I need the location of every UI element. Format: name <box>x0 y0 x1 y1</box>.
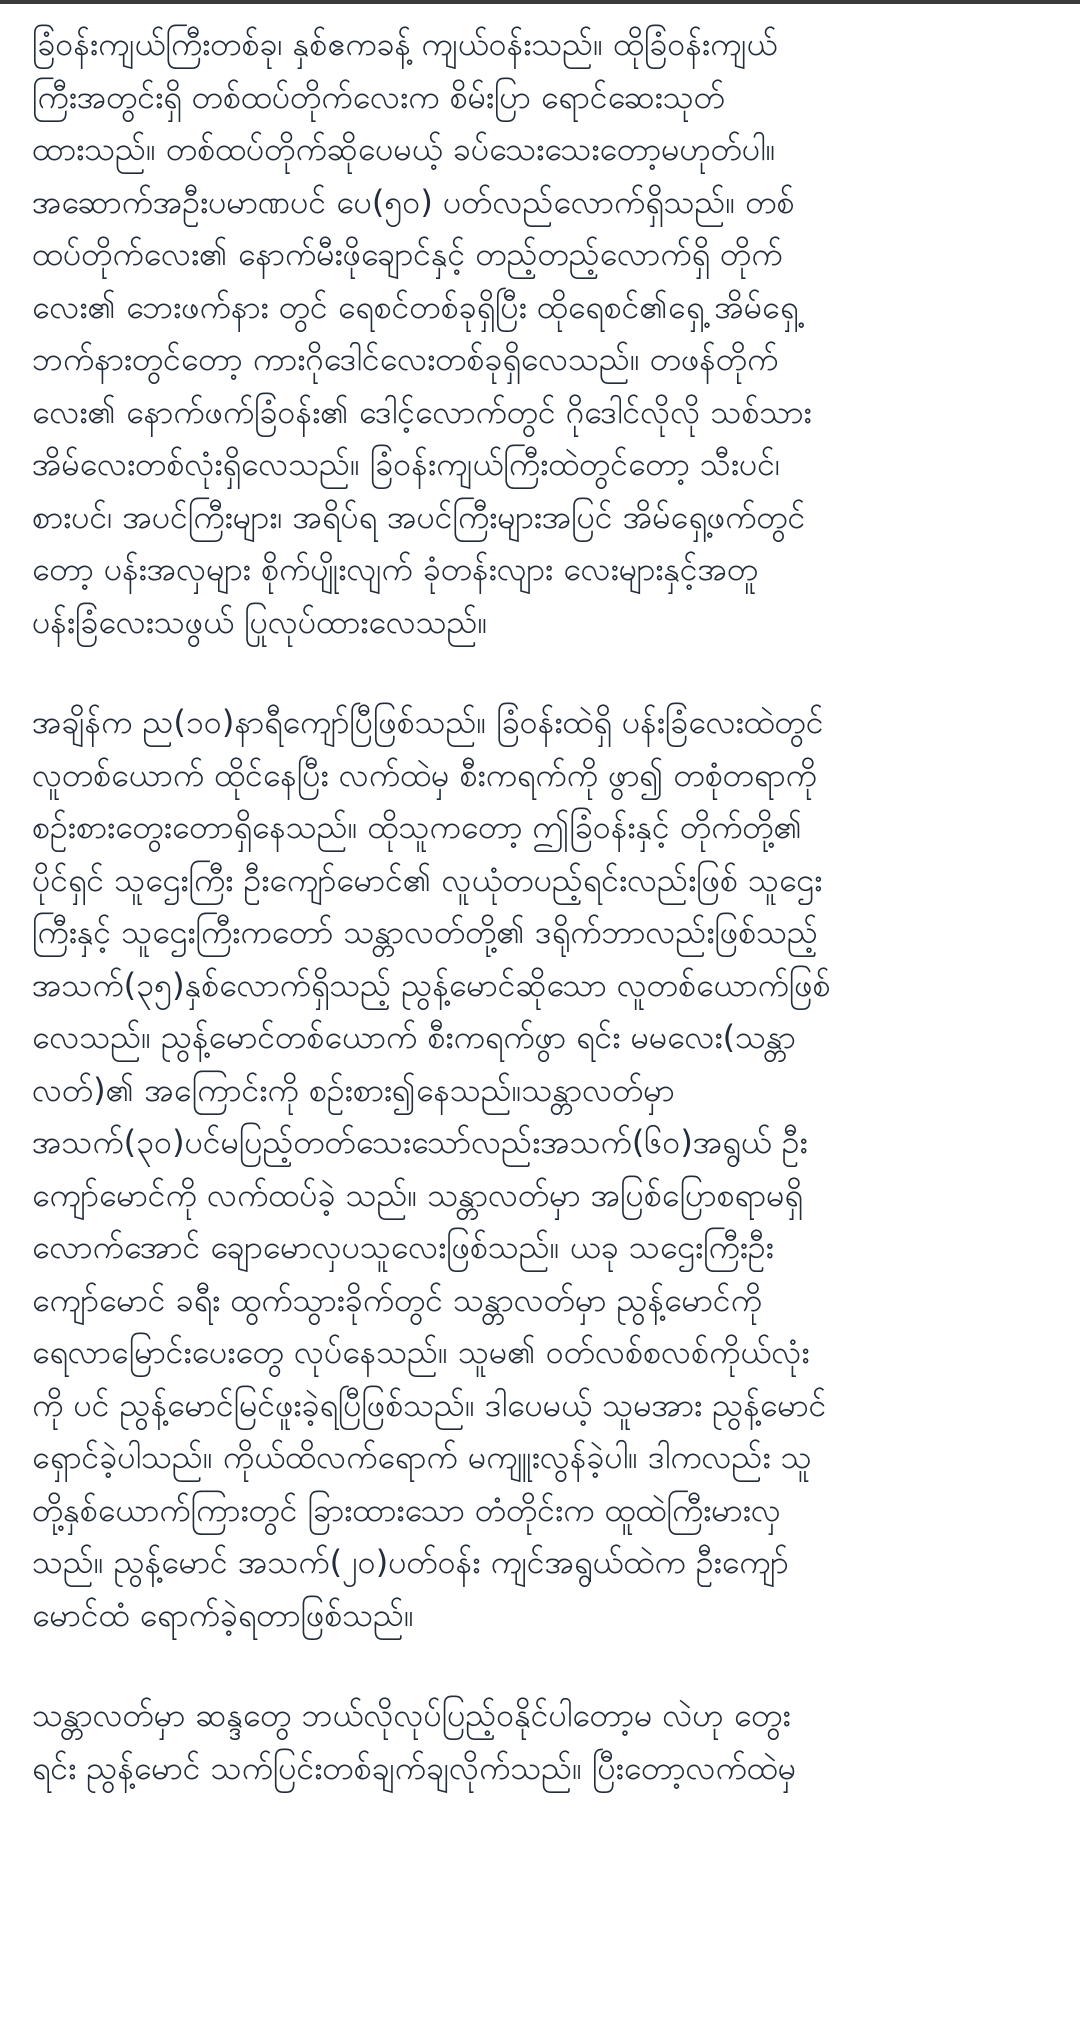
paragraph-2 <box>32 696 1052 1641</box>
text-line: ရေလာမြောင်းပေးတွေ လုပ်နေသည်။ သူမ၏ ဝတ်လစ်စလစ်ကိုယ်လုံး <box>32 1333 810 1371</box>
top-divider <box>0 0 1080 4</box>
text-line: ပန်းခြံလေးသဖွယ် ပြုလုပ်ထားလေသည်။ <box>32 602 488 641</box>
document-body <box>32 18 1052 1842</box>
text-line: စဉ်းစားတွေးတောရှိနေသည်။ ထိုသူကတော့ ဤခြံဝန်းနှင့် တိုက်တို့၏ <box>32 808 803 846</box>
text-line: တော့ ပန်းအလှများ စိုက်ပျိုးလျက် ခုံတန်းလျား လေးများနှင့်အတူ <box>32 550 759 588</box>
text-line: အဆောက်အဦးပမာဏပင် ပေ(၅၀) ပတ်လည်လောက်ရှိသည်။ တစ် <box>32 182 795 221</box>
paragraph-1 <box>32 18 1052 648</box>
text-line: ကြီးနှင့် သူဌေးကြီးကတော် သန္တာလတ်တို့၏ ဒရိုက်ဘာလည်းဖြစ်သည့် <box>32 913 818 951</box>
text-line: အချိန်က ည(၁၀)နာရီကျော်ပြီဖြစ်သည်။ ခြံဝန်းထဲရှိ ပန်းခြံလေးထဲတွင် <box>32 703 824 741</box>
text-line: အိမ်လေးတစ်လုံးရှိလေသည်။ ခြံဝန်းကျယ်ကြီးထဲတွင်တော့ သီးပင်၊ <box>32 445 781 483</box>
text-line: သန္တာလတ်မှာ ဆန္ဒတွေ ဘယ်လိုလုပ်ပြည့်ဝနိုင်ပါတော့မ လဲဟု တွေး <box>32 1696 791 1734</box>
text-line: ဘက်နားတွင်တော့ ကားဂိုဒေါင်လေးတစ်ခုရှိလေသည်။ တဖန်တိုက် <box>32 340 779 378</box>
text-line: ရင်း ညွန့်မောင် သက်ပြင်းတစ်ချက်ချလိုက်သည်။ ပြီးတော့လက်ထဲမှ <box>32 1748 797 1787</box>
text-line: တို့နှစ်ယောက်ကြားတွင် ခြားထားသော တံတိုင်းက ထူထဲကြီးမားလှ <box>32 1490 781 1529</box>
text-line: လေသည်။ ညွန့်မောင်တစ်ယောက် စီးကရက်ဖွာ ရင်း မမလေး(သန္တာ <box>32 1018 796 1056</box>
text-line: မောင်ထံ ရောက်ခဲ့ရတာဖြစ်သည်။ <box>32 1595 414 1634</box>
text-line: ကို ပင် ညွန့်မောင်မြင်ဖူးခဲ့ရပြီဖြစ်သည်။ ဒါပေမယ့် သူမအား ညွန့်မောင် <box>32 1385 827 1424</box>
text-line: လတ်)၏ အကြောင်းကို စဉ်းစား၍နေသည်။သန္တာလတ်မှာ <box>32 1070 675 1109</box>
text-line: အသက်(၃၅)နှစ်လောက်ရှိသည့် ညွန့်မောင်ဆိုသော လူတစ်ယောက်ဖြစ် <box>32 965 831 1004</box>
text-line: ပိုင်ရှင် သူဌေးကြီး ဦးကျော်မောင်၏ လူယုံတပည့်ရင်းလည်းဖြစ် သူဌေး <box>32 860 823 899</box>
paragraph-3 <box>32 1689 1052 1794</box>
text-line: ကြီးအတွင်းရှိ တစ်ထပ်တိုက်လေးက စိမ်းပြာ ရောင်ဆေးသုတ် <box>32 77 725 116</box>
text-line: ခြံဝန်းကျယ်ကြီးတစ်ခု၊ နှစ်ဧကခန့် ကျယ်ဝန်းသည်။ ထိုခြံဝန်းကျယ် <box>32 25 778 63</box>
text-line: လောက်အောင် ချောမောလှပသူလေးဖြစ်သည်။ ယခု သဌေးကြီးဦး <box>32 1228 774 1266</box>
text-line: အသက်(၃၀)ပင်မပြည့်တတ်သေးသော်လည်းအသက်(၆၀)အရွယ် ဦး <box>32 1123 808 1161</box>
text-line: ထားသည်။ တစ်ထပ်တိုက်ဆိုပေမယ့် ခပ်သေးသေးတော့မဟုတ်ပါ။ <box>32 130 776 168</box>
text-line: သည်။ ညွန့်မောင် အသက်(၂၀)ပတ်ဝန်း ကျင်အရွယ်ထဲက ဦးကျော် <box>32 1543 789 1581</box>
text-line: လူတစ်ယောက် ထိုင်နေပြီး လက်ထဲမှ စီးကရက်ကို ဖွာ၍ တစုံတရာကို <box>32 755 817 794</box>
text-line: ထပ်တိုက်လေး၏ နောက်မီးဖိုချောင်နှင့် တည့်တည့်လောက်ရှိ တိုက် <box>32 235 783 273</box>
text-line: လေး၏ နောက်ဖက်ခြံဝန်း၏ ဒေါင့်လောက်တွင် ဂိုဒေါင်လိုလို သစ်သား <box>32 392 812 431</box>
text-line: ရှောင်ခဲ့ပါသည်။ ကိုယ်ထိလက်ရောက် မကျူးလွန်ခဲ့ပါ။ ဒါကလည်း သူ <box>32 1438 812 1476</box>
text-line: စားပင်၊ အပင်ကြီးများ၊ အရိပ်ရ အပင်ကြီးများအပြင် အိမ်ရှေ့ဖက်တွင် <box>32 497 806 536</box>
text-line: လေး၏ ဘေးဖက်နား တွင် ရေစင်တစ်ခုရှိပြီး ထိုရေစင်၏ရှေ့ အိမ်ရှေ့ <box>32 287 799 326</box>
text-line: ကျော်မောင် ခရီး ထွက်သွားခိုက်တွင် သန္တာလတ်မှာ ညွန့်မောင်ကို <box>32 1280 762 1319</box>
text-line: ကျော်မောင်ကို လက်ထပ်ခဲ့ သည်။ သန္တာလတ်မှာ အပြစ်ပြောစရာမရှိ <box>32 1175 803 1214</box>
